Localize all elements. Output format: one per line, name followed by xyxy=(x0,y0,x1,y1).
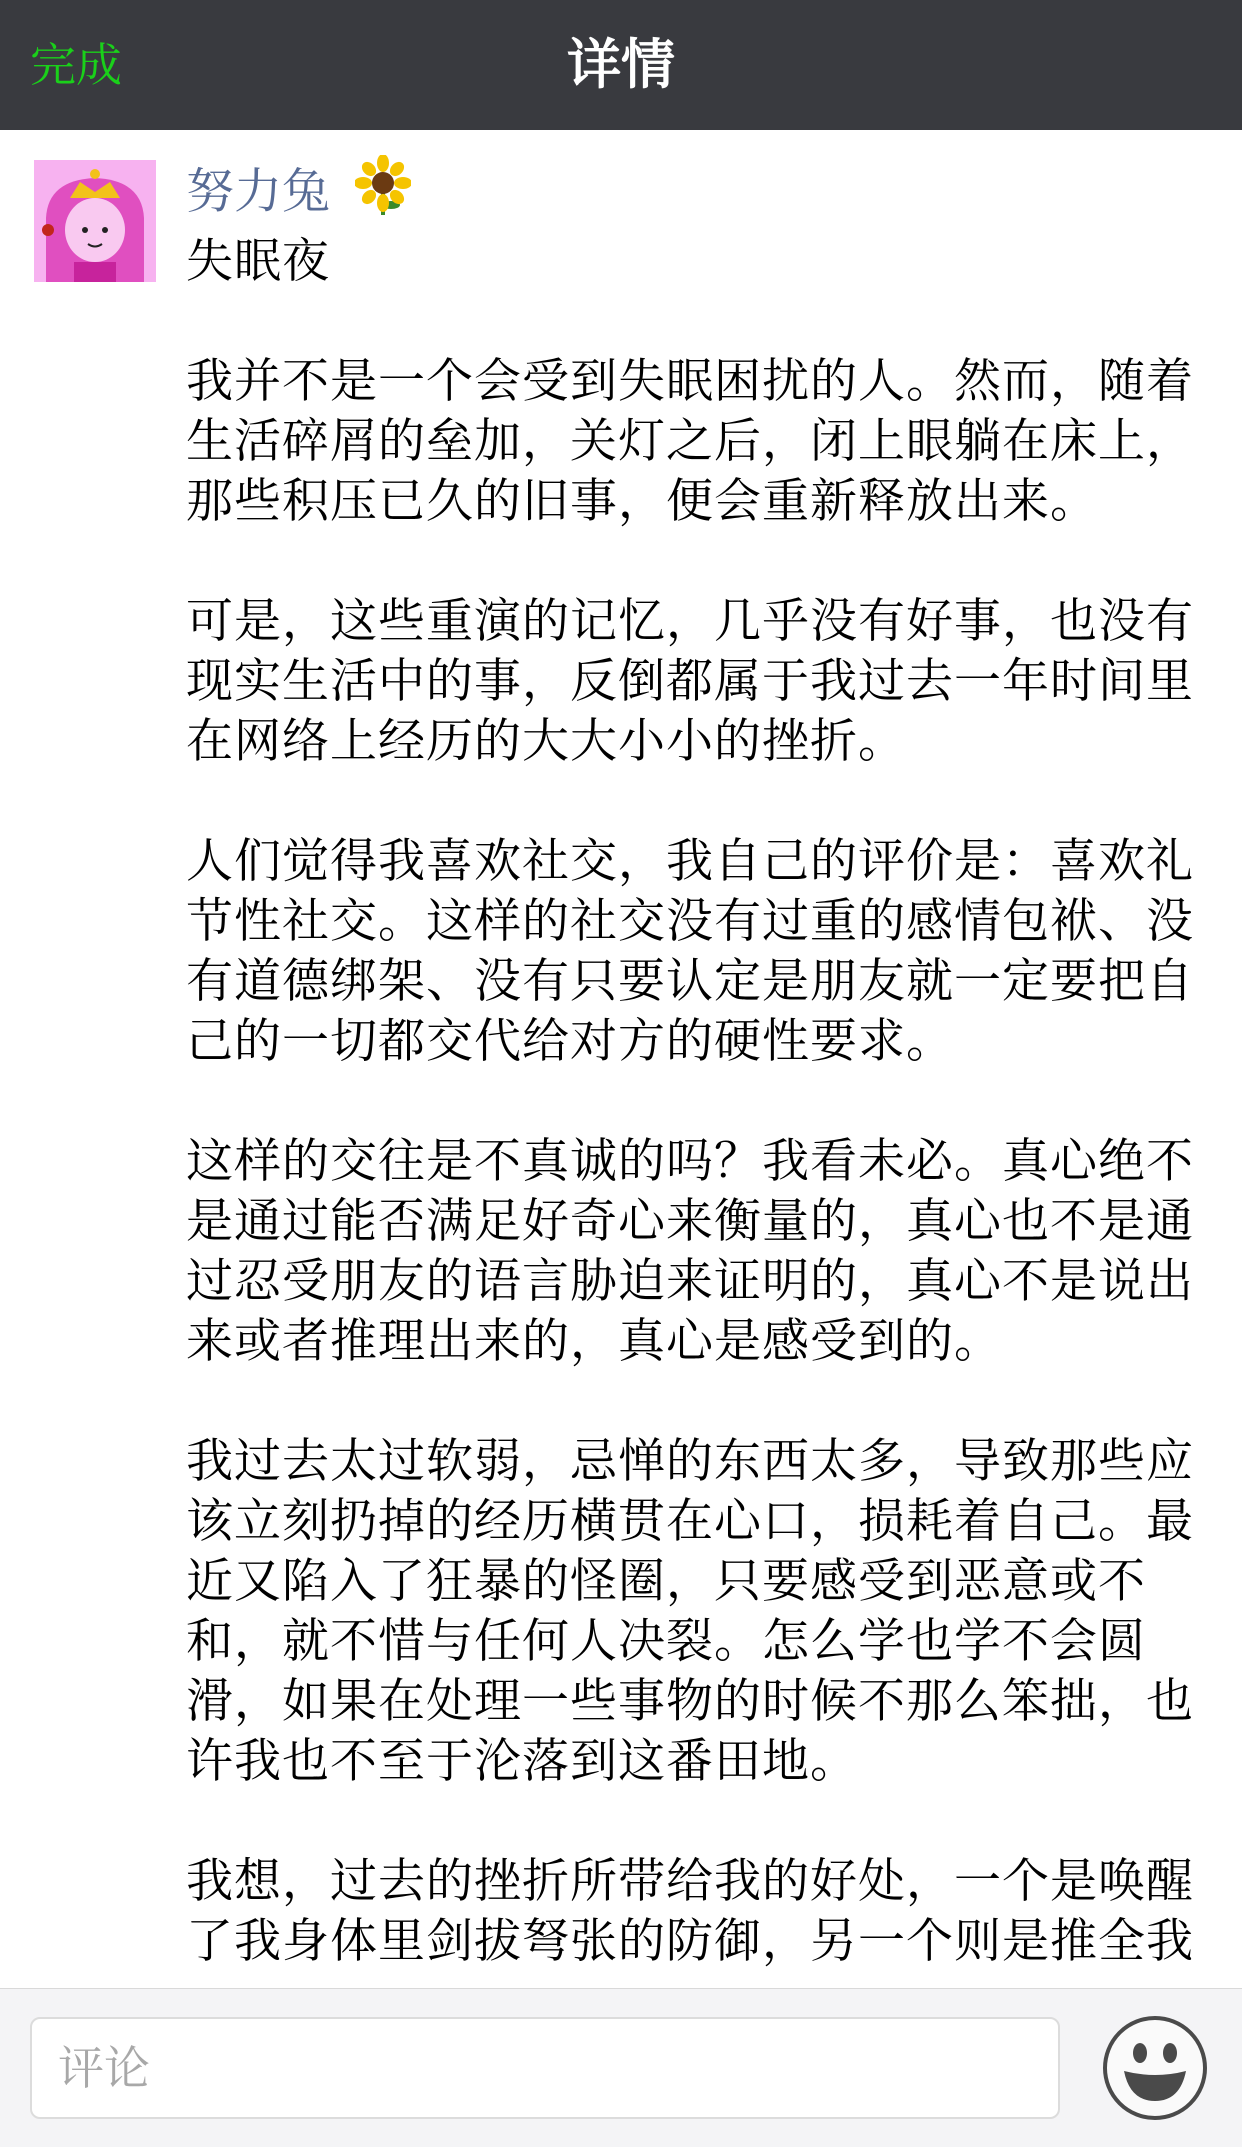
post-title: 失眠夜 xyxy=(186,234,330,289)
post-paragraph: 可是，这些重演的记忆，几乎没有好事，也没有现实生活中的事，反倒都属于我过去一年时间里在网络上经历的大大小小的挫折。 xyxy=(186,594,1194,769)
comment-bar xyxy=(0,1988,1242,2147)
page-title: 详情 xyxy=(567,33,675,96)
post-paragraph: 我过去太过软弱，忌惮的东西太多，导致那些应该立刻扔掉的经历横贯在心口，损耗着自己。最近又陷入了狂暴的怪圈，只要感受到恶意或不和，就不惜与任何人决裂。怎么学也学不会圆滑，如果在处理一些事物的时候不那么笨拙，也许我也不至于沦落到这番田地。 xyxy=(186,1434,1194,1789)
author-label: 努力兔 xyxy=(186,163,331,220)
comment-input[interactable] xyxy=(30,2017,1060,2119)
post-paragraph: 我并不是一个会受到失眠困扰的人。然而，随着生活碎屑的垒加，关灯之后，闭上眼躺在床上，那些积压已久的旧事，便会重新释放出来。 xyxy=(186,354,1194,529)
sunflower-icon xyxy=(355,155,411,234)
post-paragraph: 这样的交往是不真诚的吗？我看未必。真心绝不是通过能否满足好奇心来衡量的，真心也不是通过忍受朋友的语言胁迫来证明的，真心不是说出来或者推理出来的，真心是感受到的。 xyxy=(186,1134,1194,1369)
post-paragraph: 人们觉得我喜欢社交，我自己的评价是：喜欢礼节性社交。这样的社交没有过重的感情包袱、没有道德绑架、没有只要认定是朋友就一定要把自己的一切都交代给对方的硬性要求。 xyxy=(186,834,1194,1069)
navigation-bar xyxy=(0,0,1242,130)
post-paragraph: 我想，过去的挫折所带给我的好处，一个是唤醒了我身体里剑拔弩张的防御，另一个则是推全我 xyxy=(186,1854,1194,1969)
avatar[interactable] xyxy=(34,160,156,282)
post-content xyxy=(186,232,1206,1972)
done-button[interactable]: 完成 xyxy=(30,38,122,92)
author-name[interactable] xyxy=(186,155,411,225)
smiley-icon[interactable] xyxy=(1100,2013,1210,2123)
